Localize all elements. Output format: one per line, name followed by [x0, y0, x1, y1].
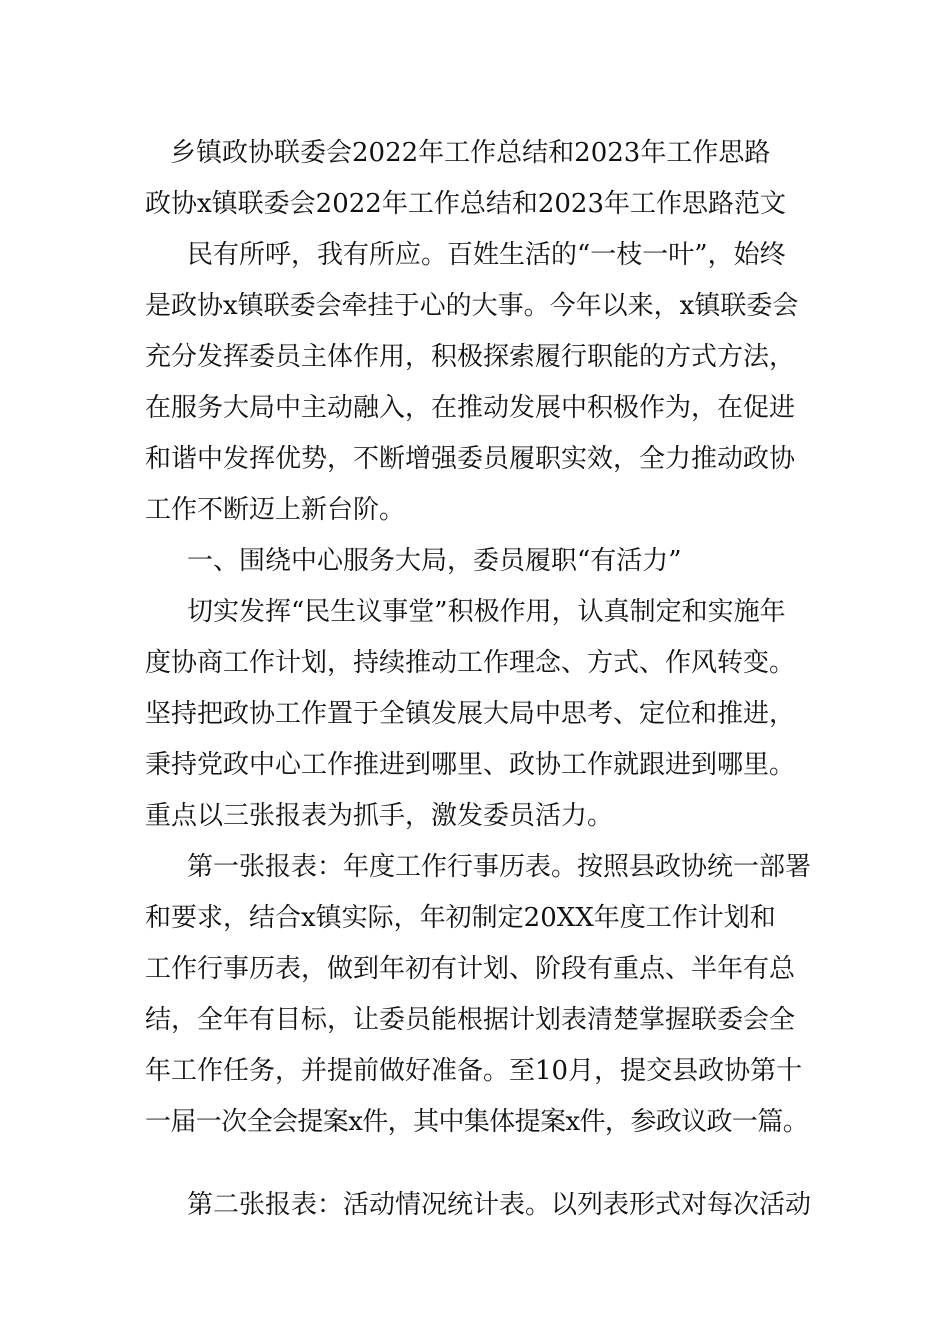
text-line: 民有所呼，我有所应。百姓生活的“一枝一叶”，始终	[187, 240, 786, 270]
section-heading: 一、围绕中心服务大局，委员履职“有活力”	[187, 546, 682, 576]
text-line: 切实发挥“民生议事堂”积极作用，认真制定和实施年	[187, 597, 786, 627]
text-line: 充分发挥委员主体作用，积极探索履行职能的方式方法，	[145, 342, 796, 372]
document-subtitle: 政协x镇联委会2022年工作总结和2023年工作思路范文	[145, 189, 786, 219]
paragraph-intro	[145, 230, 813, 536]
text-line: 秉持党政中心工作推进到哪里、政协工作就跟进到哪里。	[145, 750, 796, 780]
text-line: 度协商工作计划，持续推动工作理念、方式、作风转变。	[145, 648, 796, 678]
text-line: 结，全年有目标，让委员能根据计划表清楚掌握联委会全	[145, 1005, 796, 1035]
text-line: 重点以三张报表为抓手，激发委员活力。	[145, 801, 614, 831]
text-line: 和谐中发挥优势，不断增强委员履职实效，全力推动政协	[145, 444, 796, 474]
text-line: 工作不断迈上新台阶。	[145, 495, 406, 525]
text-line: 在服务大局中主动融入，在推动发展中积极作为，在促进	[145, 393, 796, 423]
text-line: 年工作任务，并提前做好准备。至10月，提交县政协第十	[145, 1056, 803, 1086]
text-line: 工作行事历表，做到年初有计划、阶段有重点、半年有总	[145, 954, 796, 984]
paragraph-report-one	[145, 842, 813, 1148]
text-line: 坚持把政协工作置于全镇发展大局中思考、定位和推进，	[145, 699, 796, 729]
text-line: 第二张报表：活动情况统计表。以列表形式对每次活动	[187, 1190, 812, 1220]
text-line: 是政协x镇联委会牵挂于心的大事。今年以来，x镇联委会	[145, 291, 799, 321]
paragraph-gap	[145, 1148, 813, 1180]
document-title: 乡镇政协联委会2022年工作总结和2023年工作思路	[170, 138, 771, 168]
paragraph-report-two	[145, 1180, 813, 1231]
text-line: 第一张报表：年度工作行事历表。按照县政协统一部署	[187, 852, 812, 882]
text-line: 和要求，结合x镇实际，年初制定20XX年度工作计划和	[145, 903, 776, 933]
paragraph-section1	[145, 587, 813, 842]
document-body	[145, 128, 813, 1231]
text-line: 一届一次全会提案x件，其中集体提案x件，参政议政一篇。	[145, 1107, 809, 1137]
